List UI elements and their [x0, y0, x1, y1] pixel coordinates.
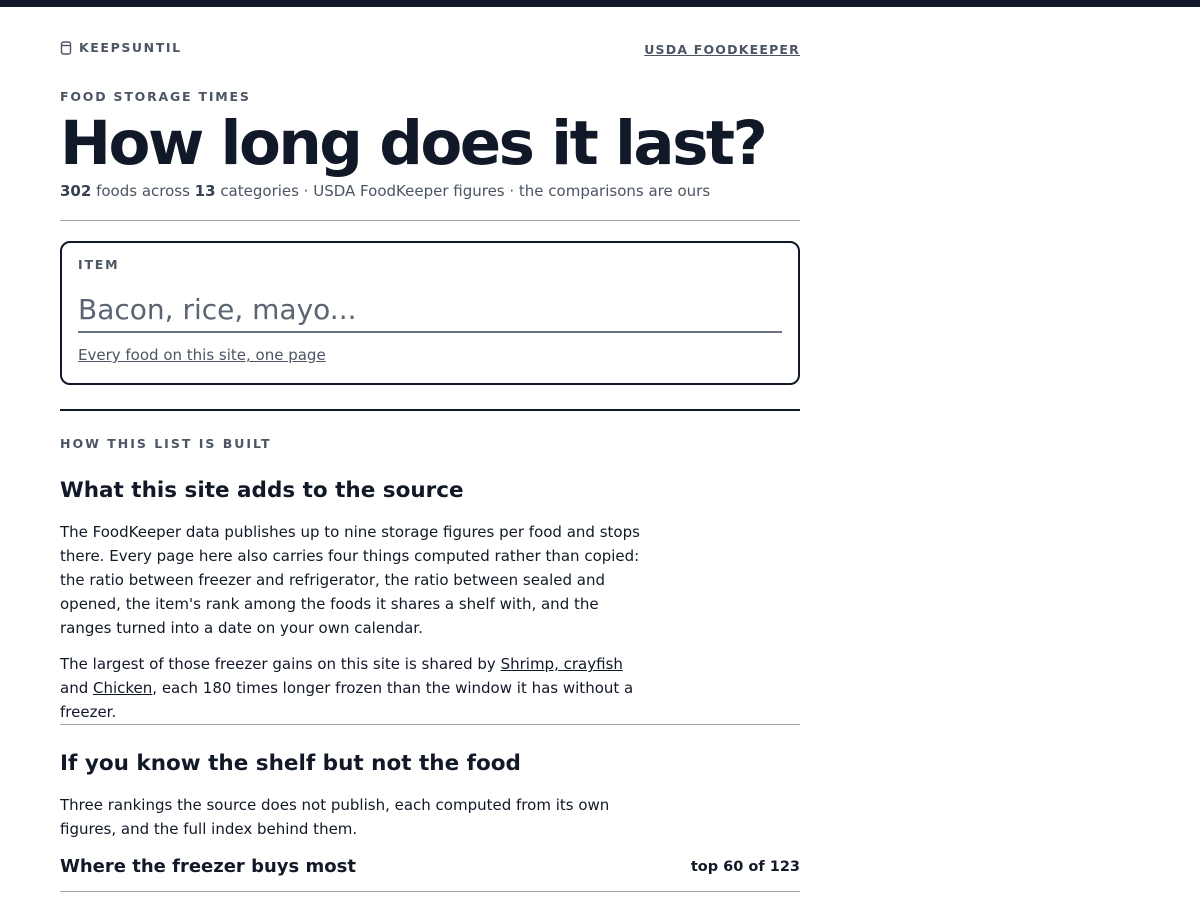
ranking-freezer-title[interactable]: Where the freezer buys most	[60, 856, 356, 877]
shrimp-crayfish-link[interactable]: Shrimp, crayfish	[500, 655, 623, 673]
about-heading: What this site adds to the source	[60, 478, 464, 503]
masthead	[60, 40, 800, 60]
chicken-link[interactable]: Chicken	[93, 679, 153, 697]
summary-text-2: categories · USDA FoodKeeper figures · the comparisons are ours	[215, 182, 711, 200]
summary-text-1: foods across	[91, 182, 195, 200]
category-count: 13	[194, 182, 216, 200]
item-search-input[interactable]	[78, 287, 782, 333]
paragraph-text: The largest of those freezer gains on this site is shared by	[60, 655, 501, 673]
section-divider	[60, 409, 800, 411]
paragraph-text: , each 180 times longer frozen than the window it has without a freezer.	[60, 679, 634, 721]
page-title: How long does it last?	[60, 108, 766, 179]
search-card	[60, 241, 800, 385]
jar-icon	[60, 41, 72, 55]
top-accent-bar	[0, 0, 1200, 7]
food-count: 302	[60, 182, 92, 200]
summary-line	[60, 182, 710, 200]
shelf-paragraph: Three rankings the source does not publish, each computed from its own figures, and the full index behind them.	[60, 796, 610, 838]
paragraph-text: and	[60, 679, 93, 697]
section-eyebrow: HOW THIS LIST IS BUILT	[60, 436, 272, 451]
shelf-heading: If you know the shelf but not the food	[60, 751, 521, 776]
divider	[60, 891, 800, 892]
divider	[60, 724, 800, 725]
all-foods-link[interactable]: Every food on this site, one page	[78, 346, 326, 364]
item-field-label: ITEM	[78, 257, 120, 272]
brand-name: KEEPSUNTIL	[79, 40, 182, 55]
usda-foodkeeper-link[interactable]: USDA FOODKEEPER	[644, 42, 800, 57]
hero-eyebrow: FOOD STORAGE TIMES	[60, 89, 251, 104]
ranking-count: top 60 of 123	[690, 859, 800, 875]
divider	[60, 220, 800, 221]
freezer-gain-paragraph	[60, 652, 640, 724]
brand-home-link[interactable]	[60, 40, 182, 55]
about-paragraph: The FoodKeeper data publishes up to nine storage figures per food and stops there. Every page here also carries four things computed rather than copied: the ratio between freezer and refrigerator, the ratio between sealed and opened, the item's rank among the foods it shares a shelf with, and the ranges turned into a date on your own calendar.	[60, 523, 640, 637]
